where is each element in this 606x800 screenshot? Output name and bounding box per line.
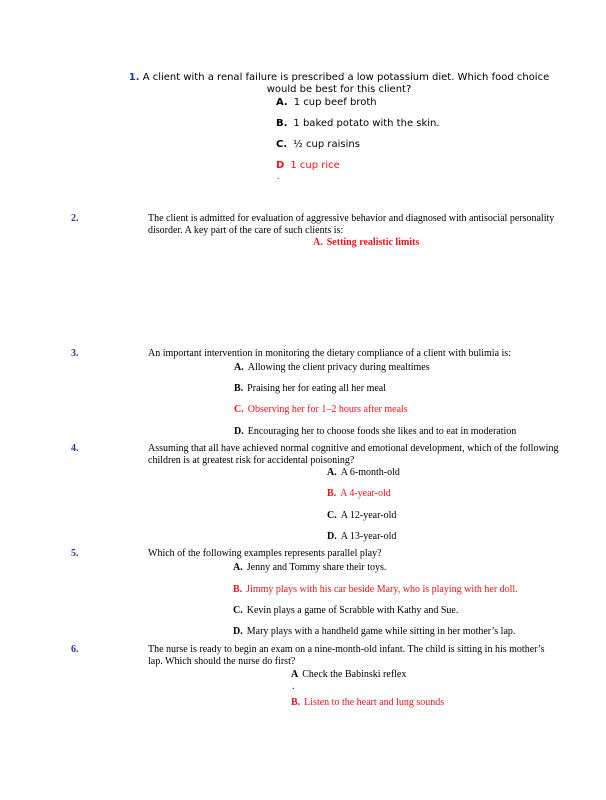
question-number: 4. [71, 443, 79, 454]
option-letter: A. [234, 362, 244, 373]
option-letter: C. [327, 510, 337, 521]
option-b [234, 383, 386, 395]
option-text: 1 cup rice [290, 160, 340, 171]
option-text: Allowing the client privacy during mealtimes [247, 362, 430, 373]
option-text: Check the Babinski reflex [302, 669, 407, 680]
option-text: A 6-month-old [340, 467, 400, 478]
option-text: Jimmy plays with his car beside Mary, who is playing with her doll. [246, 584, 518, 595]
option-a [276, 97, 377, 109]
option-d [234, 426, 516, 438]
option-letter: B. [327, 488, 337, 499]
option-text: Kevin plays a game of Scrabble with Kathy and Sue. [246, 605, 459, 616]
option-letter: A [291, 669, 299, 680]
option-text: Encouraging her to choose foods she likes and to eat in moderation [247, 426, 517, 437]
option-a-answer [313, 237, 419, 249]
option-letter: C. [234, 404, 244, 415]
option-b-answer [233, 584, 518, 596]
option-c-answer [234, 404, 408, 416]
stray-mark: . [292, 681, 295, 692]
option-letter: B. [233, 584, 243, 595]
option-text: Jenny and Tommy share their toys. [246, 562, 387, 573]
question-text: Assuming that all have achieved normal cognitive and emotional development, which of the following children is at greatest risk for accidental poisoning? [148, 443, 559, 466]
option-c [276, 139, 360, 151]
option-letter: C. [233, 605, 243, 616]
option-letter: D. [327, 531, 337, 542]
option-a [291, 669, 406, 681]
option-letter: B. [276, 118, 288, 129]
option-a [327, 467, 400, 479]
option-text: A 12-year-old [340, 510, 397, 521]
question-text: An important intervention in monitoring the dietary compliance of a client with bulimia is: [148, 348, 511, 359]
question-text: A client with a renal failure is prescribed a low potassium diet. Which food choice would be best for this client? [142, 72, 550, 95]
option-text: Observing her for 1–2 hours after meals [247, 404, 408, 415]
option-c [233, 605, 458, 617]
option-letter: D. [233, 626, 243, 637]
option-text: Listen to the heart and lung sounds [304, 697, 445, 708]
question-number: 3. [71, 348, 79, 359]
option-text: ½ cup raisins [293, 139, 360, 150]
option-letter: B. [291, 697, 301, 708]
option-d [327, 531, 396, 543]
option-text: Praising her for eating all her meal [247, 383, 387, 394]
option-text: A 13-year-old [340, 531, 397, 542]
option-letter: C. [276, 139, 288, 150]
option-text: 1 cup beef broth [293, 97, 377, 108]
option-d-answer [276, 160, 340, 172]
question-number: 6. [71, 644, 79, 655]
question-text: The nurse is ready to begin an exam on a nine-month-old infant. The child is sitting in his mother’s lap. Which should the nurse do first? [148, 644, 545, 667]
option-b-answer [291, 697, 444, 709]
option-letter: A. [276, 97, 288, 108]
option-a [233, 562, 386, 574]
option-letter: A. [327, 467, 337, 478]
option-text: Setting realistic limits [326, 237, 420, 248]
option-a [234, 362, 430, 374]
question-number: 2. [71, 213, 79, 224]
question-text: The client is admitted for evaluation of aggressive behavior and diagnosed with antisocial personality disorder. A key part of the care of such clients is: [148, 213, 555, 236]
option-letter: A. [313, 237, 323, 248]
option-letter: D [276, 160, 285, 171]
option-text: A 4-year-old [340, 488, 391, 499]
option-text: 1 baked potato with the skin. [293, 118, 440, 129]
option-letter: B. [234, 383, 244, 394]
option-text: Mary plays with a handheld game while sitting in her mother’s lap. [246, 626, 516, 637]
question-1 [116, 72, 562, 96]
question-text: Which of the following examples represents parallel play? [148, 548, 382, 559]
option-c [327, 510, 396, 522]
option-d [233, 626, 515, 638]
option-letter: D. [234, 426, 244, 437]
question-number: 5. [71, 548, 79, 559]
option-b [276, 118, 440, 130]
question-number: 1. [128, 72, 140, 83]
option-letter: A. [233, 562, 243, 573]
option-b-answer [327, 488, 391, 500]
stray-mark: . [277, 171, 280, 182]
